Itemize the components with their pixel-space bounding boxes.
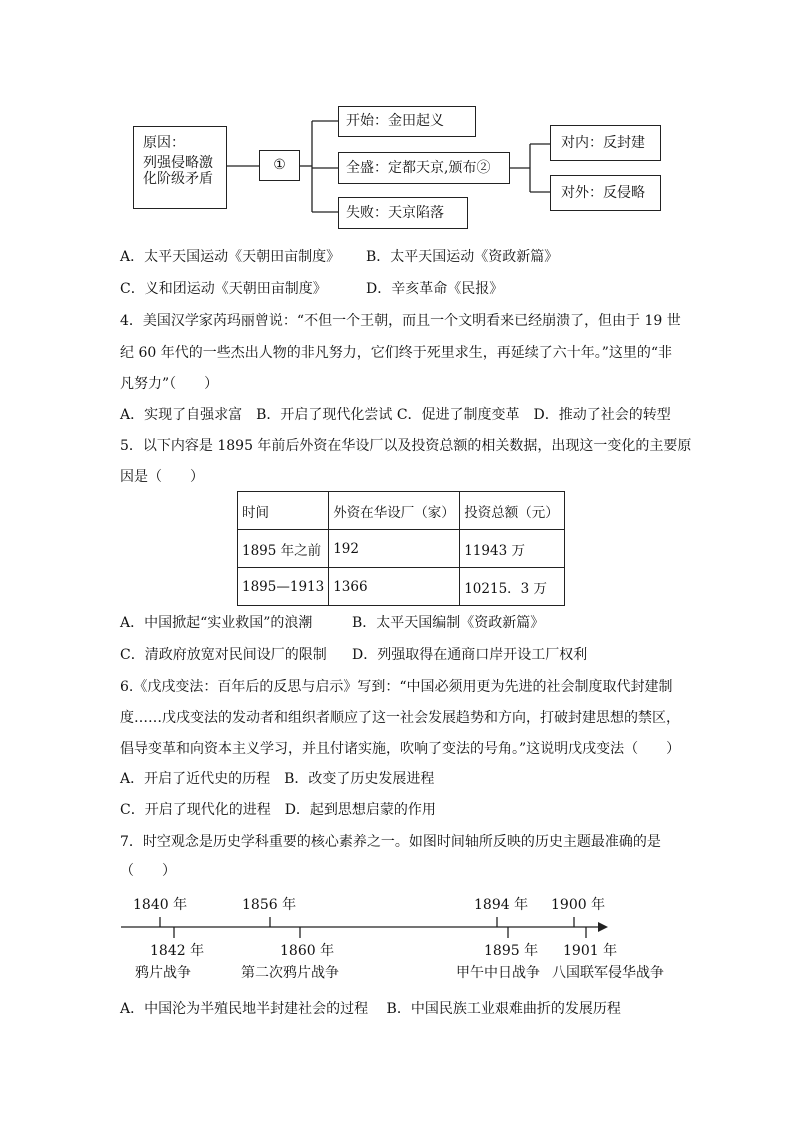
- table-row: [238, 530, 565, 568]
- peak-box: 全盛：定都天京,颁布②: [338, 152, 510, 184]
- q4-stem-line-2: 纪 60 年代的一些杰出人物的非凡努力，它们终于死里求生，再延续了六十年。”这里的“非: [120, 345, 673, 361]
- timeline-label-1856: 1856 年: [242, 897, 297, 913]
- table-cell: 192: [329, 530, 460, 568]
- q3-option-b: B．太平天国运动《资政新篇》: [366, 249, 559, 265]
- table-cell: 1895 年之前: [238, 530, 329, 568]
- q5-data-table: [237, 491, 565, 606]
- table-cell: 11943 万: [460, 530, 565, 568]
- cause-box: [133, 126, 227, 209]
- q5-option-a: A．中国掀起“实业救国”的浪潮: [120, 615, 313, 631]
- fail-box: 失败：天京陷落: [338, 197, 468, 229]
- q5-option-c: C．清政府放宽对民间设厂的限制: [120, 647, 327, 663]
- q4-stem-line-1: 4．美国汉学家芮玛丽曾说：“不但一个王朝，而且一个文明看来已经崩溃了，但由于 19 世: [120, 313, 681, 329]
- q6-stem-line-2: 度……戊戌变法的发动者和组织者顺应了这一社会发展趋势和方向，打破封建思想的禁区，: [120, 710, 680, 726]
- timeline-year-1901: 1901 年: [563, 943, 618, 959]
- q5-stem-line-2: 因是（ ）: [120, 469, 204, 485]
- q3-option-a: A．太平天国运动《天朝田亩制度》: [120, 249, 341, 265]
- q4-stem-line-3: 凡努力”（ ）: [120, 376, 219, 392]
- center-box: ①: [259, 150, 300, 181]
- q7-options: A．中国沦为半殖民地半封建社会的过程 B．中国民族工业艰难曲折的发展历程: [120, 1001, 621, 1017]
- timeline-year-1860: 1860 年: [280, 943, 335, 959]
- timeline-axis: [0, 900, 794, 960]
- table-header-row: [238, 492, 565, 530]
- timeline-label-1894: 1894 年: [474, 897, 529, 913]
- table-cell: 1366: [329, 568, 460, 606]
- timeline-year-1842: 1842 年: [150, 943, 205, 959]
- table-header-cell: 外资在华设厂（家）: [329, 492, 460, 530]
- q6-stem-line-3: 倡导变革和向资本主义学习，并且付诸实施，吹响了变法的号角。”这说明戊戌变法（ ）: [120, 741, 681, 757]
- timeline-event-opium-war: 鸦片战争: [135, 965, 191, 981]
- timeline-event-sino-japanese-war: 甲午中日战争: [456, 965, 540, 981]
- timeline-year-1895: 1895 年: [484, 943, 539, 959]
- table-cell: 10215．3 万: [460, 568, 565, 606]
- q7-stem-line-2: （ ）: [120, 863, 176, 879]
- table-cell: 1895—1913: [238, 568, 329, 606]
- q7-stem-line-1: 7．时空观念是历史学科重要的核心素养之一。如图时间轴所反映的历史主题最准确的是: [120, 834, 661, 850]
- timeline-label-1840: 1840 年: [133, 897, 188, 913]
- start-box: 开始：金田起义: [338, 106, 476, 137]
- q5-option-b: B．太平天国编制《资政新篇》: [352, 615, 545, 631]
- q6-options-line-2: C．开启了现代化的进程 D．起到思想启蒙的作用: [120, 802, 436, 818]
- external-box: 对外：反侵略: [550, 175, 661, 211]
- table-header-cell: 时间: [238, 492, 329, 530]
- q4-options: A．实现了自强求富 B．开启了现代化尝试 C．促进了制度变革 D．推动了社会的转型: [120, 407, 671, 423]
- q6-stem-line-1: 6.《戊戌变法：百年后的反思与启示》写到：“中国必须用更为先进的社会制度取代封建制: [120, 679, 673, 695]
- timeline-event-eight-nation-alliance: 八国联军侵华战争: [552, 965, 664, 981]
- timeline-event-second-opium-war: 第二次鸦片战争: [241, 965, 339, 981]
- q5-option-d: D．列强取得在通商口岸开设工厂权利: [352, 647, 588, 663]
- timeline-label-1900: 1900 年: [551, 897, 606, 913]
- q3-option-c: C．义和团运动《天朝田亩制度》: [120, 281, 327, 297]
- internal-box: 对内：反封建: [550, 125, 661, 161]
- table-row: [238, 568, 565, 606]
- cause-title: 原因：: [143, 135, 185, 151]
- table-header-cell: 投资总额（元）: [460, 492, 565, 530]
- q5-stem-line-1: 5．以下内容是 1895 年前后外资在华设厂以及投资总额的相关数据，出现这一变化的主要原: [120, 438, 692, 454]
- cause-body: 列强侵略激化阶级矛盾: [143, 155, 213, 187]
- q6-options-line-1: A．开启了近代史的历程 B．改变了历史发展进程: [120, 771, 435, 787]
- q3-option-d: D．辛亥革命《民报》: [366, 281, 504, 297]
